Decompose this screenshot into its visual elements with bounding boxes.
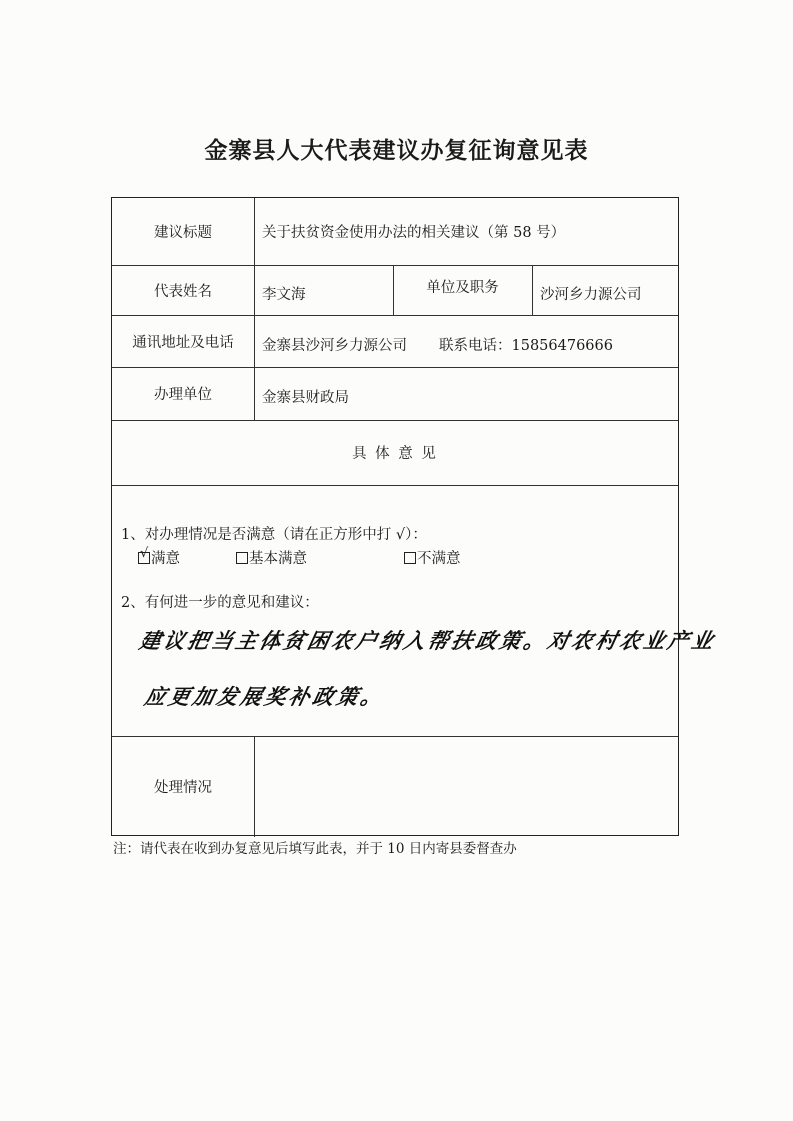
checkbox-icon[interactable]	[236, 552, 248, 564]
handwritten-suggestion-line-1: 建议把当主体贫困农户纳入帮扶政策。对农村农业产业	[137, 628, 719, 653]
checkmark-icon: √	[140, 546, 149, 561]
office-label: 办理单位	[154, 387, 212, 403]
option-label: 满意	[151, 551, 180, 567]
office-value: 金寨县财政局	[262, 390, 349, 406]
subject-label: 建议标题	[154, 225, 212, 241]
handling-value	[254, 736, 678, 837]
footnote: 注：请代表在收到办复意见后填写此表，并于 10 日内寄县委督查办	[113, 841, 517, 857]
satisfaction-question: 1、对办理情况是否满意（请在正方形中打 √）：	[121, 527, 427, 543]
option-not-satisfied[interactable]	[404, 547, 461, 568]
name-label: 代表姓名	[154, 283, 212, 300]
checkbox-icon[interactable]	[404, 552, 416, 564]
contact-address: 金寨县沙河乡力源公司	[262, 337, 407, 354]
name-value: 李文海	[262, 286, 306, 303]
contact-label: 通讯地址及电话	[132, 334, 234, 351]
option-satisfied[interactable]	[138, 547, 180, 568]
contact-phone: 联系电话：15856476666	[439, 337, 613, 354]
option-basically-satisfied[interactable]	[236, 547, 307, 568]
feedback-form-table	[111, 197, 679, 836]
suggestion-question: 2、有何进一步的意见和建议：	[121, 595, 319, 611]
handwritten-suggestion-line-2: 应更加发展奖补政策。	[142, 684, 388, 709]
option-label: 基本满意	[249, 551, 307, 567]
handling-label: 处理情况	[154, 780, 212, 796]
position-label: 单位及职务	[426, 279, 499, 296]
row-divider	[112, 485, 678, 486]
page-title: 金寨县人大代表建议办复征询意见表	[204, 138, 589, 164]
contact-value	[254, 318, 678, 370]
checkbox-icon[interactable]	[138, 546, 150, 564]
opinion-header: 具 体 意 见	[352, 446, 438, 462]
position-value: 沙河乡力源公司	[540, 286, 642, 303]
option-label: 不满意	[417, 551, 461, 567]
subject-value: 关于扶贫资金使用办法的相关建议（第 58 号）	[262, 225, 566, 241]
